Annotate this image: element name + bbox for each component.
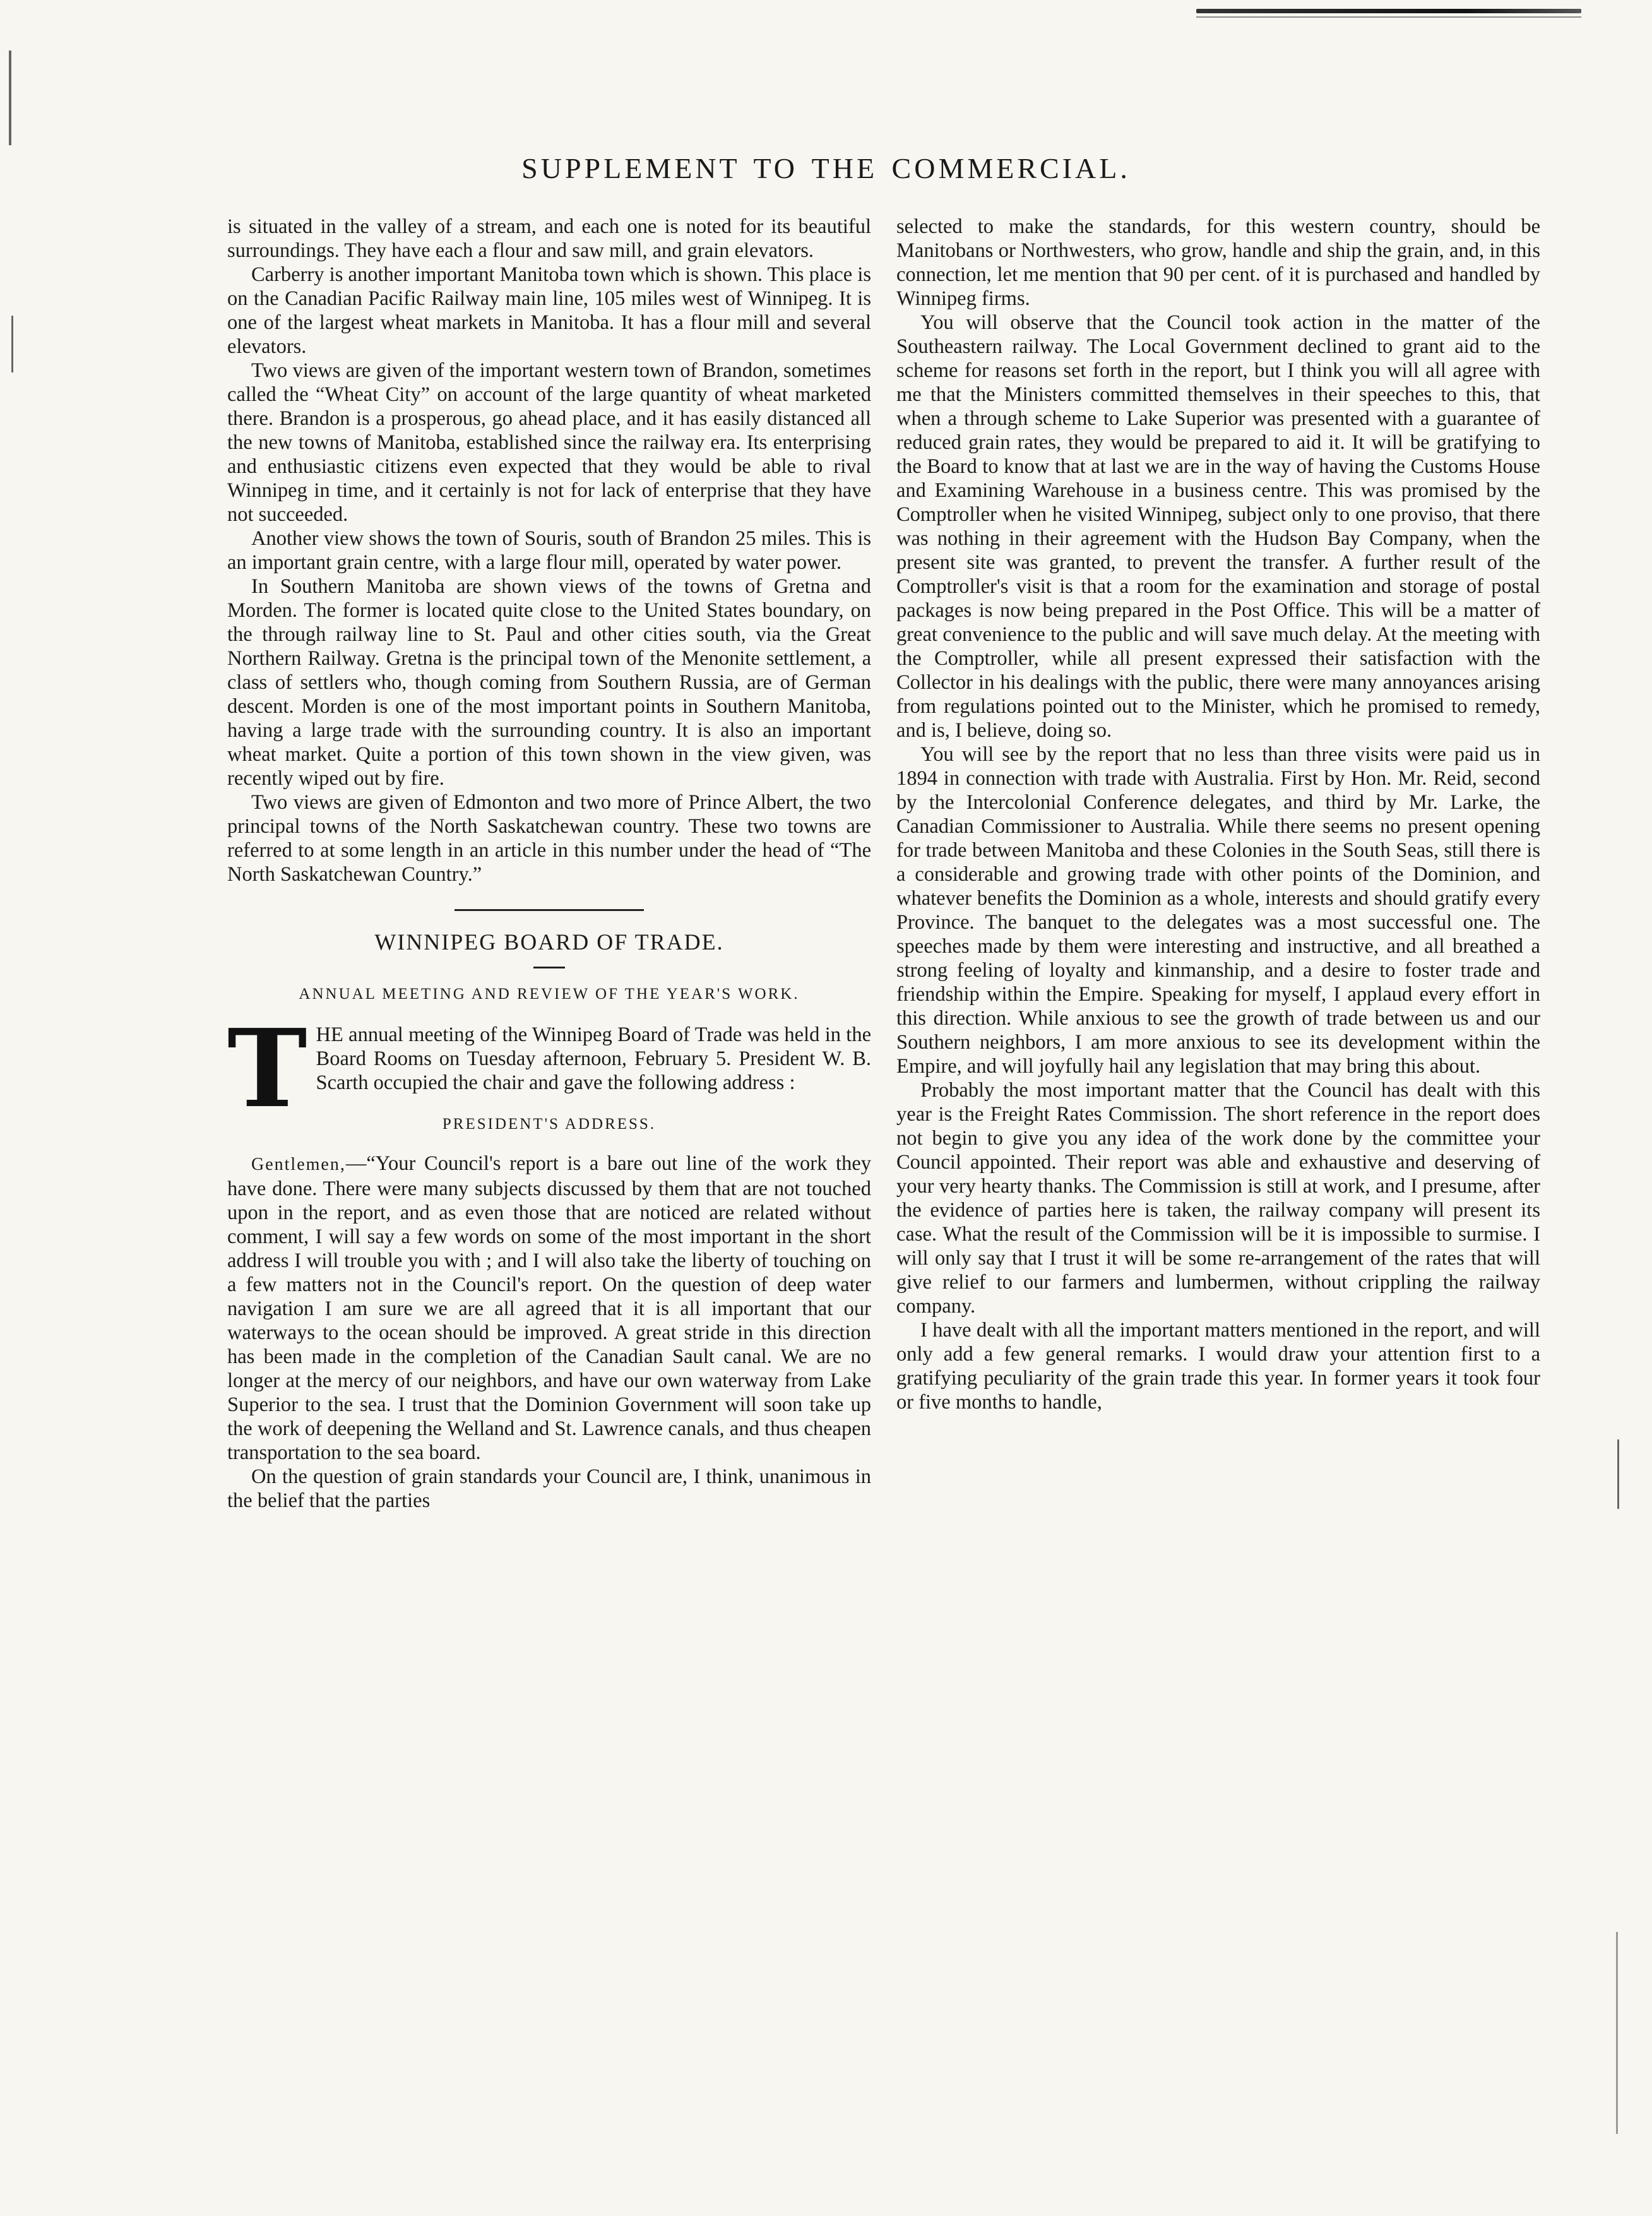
- drop-cap: T: [227, 1006, 307, 1132]
- short-rule: [533, 967, 565, 968]
- section-title: WINNIPEG BOARD OF TRADE.: [374, 929, 724, 955]
- paragraph: Carberry is another important Manitoba town which is shown. This place is on the Canadian Pacific Railway main line, 105 miles west of Winnipeg. It is one of the largest wheat markets in Manitoba. It has a flour mill and several elevators.: [227, 263, 871, 358]
- right-edge-mark: [1617, 1439, 1619, 1509]
- paragraph: Probably the most important matter that the Council has dealt with this year is the Freight Rates Commission. The short reference in the report does not begin to give you any idea of the work done by the committee your Council appointed. Their report was able and exhaustive and deserving of your very hearty thanks. The Commission is still at work, and I presume, after the evidence of parties here is taken, the railway company will present its case. What the result of the Commission will be it is impossible to surmise. I will only say that I trust it will be some re-arrangement of the rates that will give relief to our farmers and lumbermen, without crippling the railway company.: [896, 1079, 1540, 1318]
- running-head: SUPPLEMENT TO THE COMMERCIAL.: [521, 152, 1131, 184]
- top-rule-thin: [1196, 16, 1581, 18]
- paragraph: selected to make the standards, for this western country, should be Manitobans or Northwesters, who grow, handle and ship the grain, and, in this connection, let me mention that 90 per cent. of it is purchased and handled by Winnipeg firms.: [896, 215, 1540, 310]
- paragraph: I have dealt with all the important matters mentioned in the report, and will only add a few general remarks. I would draw your attention first to a gratifying peculiarity of the grain trade this year. In former years it took four or five months to handle,: [896, 1319, 1540, 1414]
- left-edge-mark: [9, 51, 11, 145]
- section-divider: [455, 909, 644, 911]
- paragraph: Another view shows the town of Souris, south of Brandon 25 miles. This is an important grain centre, with a large flour mill, operated by water power.: [227, 527, 871, 574]
- left-edge-mark: [11, 316, 13, 372]
- right-column: [896, 215, 1540, 1414]
- right-edge-mark: [1616, 1932, 1618, 2134]
- left-column: [227, 215, 871, 1513]
- paragraph: Two views are given of Edmonton and two more of Prince Albert, the two principal towns of the North Saskatchewan country. These two towns are referred to at some length in an article in this number under the head of “The North Saskatchewan Country.”: [227, 791, 871, 886]
- intro-text: HE annual meeting of the Winnipeg Board of Trade was held in the Board Rooms on Tuesday afternoon, February 5. President W. B. Scarth occupied the chair and gave the following address :: [316, 1023, 871, 1094]
- paragraph: Two views are given of the important western town of Brandon, sometimes called the “Wheat City” on account of the large quantity of wheat marketed there. Brandon is a prosperous, go ahead place, and it has easily distanced all the new towns of Manitoba, established since the railway era. Its enterprising and enthusiastic citizens even expected that they would be able to rival Winnipeg in time, and it certainly is not for lack of enterprise that they have not succeeded.: [227, 359, 871, 526]
- article-subhead: ANNUAL MEETING AND REVIEW OF THE YEAR'S WORK.: [299, 986, 800, 1003]
- paragraph: [227, 1152, 871, 1465]
- salutation: Gentlemen,: [251, 1155, 346, 1174]
- paragraph: is situated in the valley of a stream, and each one is noted for its beautiful surroundings. They have each a flour and saw mill, and grain elevators.: [227, 215, 871, 262]
- paragraph: On the question of grain standards your Council are, I think, unanimous in the belief that the parties: [227, 1465, 871, 1512]
- paragraph: In Southern Manitoba are shown views of the towns of Gretna and Morden. The former is located quite close to the United States boundary, on the through railway line to St. Paul and other cities south, via the Great Northern Railway. Gretna is the principal town of the Menonite settlement, a class of settlers who, though coming from Southern Russia, are of German descent. Morden is one of the most important points in Southern Manitoba, having a large trade with the surrounding country. It is also an important wheat market. Quite a portion of this town shown in the view given, was recently wiped out by fire.: [227, 575, 871, 790]
- paragraph: You will observe that the Council took action in the matter of the Southeastern railway. The Local Government declined to grant aid to the scheme for reasons set forth in the report, but I think you will all agree with me that the Ministers committed themselves in their speeches to this, that when a through scheme to Lake Superior was presented with a guarantee of reduced grain rates, they would be prepared to aid it. It will be gratifying to the Board to know that at last we are in the way of having the Customs House and Examining Warehouse in a business centre. This was promised by the Comptroller when he visited Winnipeg, subject only to one proviso, that there was nothing in their agreement with the Hudson Bay Company, when the present site was granted, to prevent the transfer. A further result of the Comptroller's visit is that a room for the examination and storage of postal packages is now being prepared in the Post Office. This will be a matter of great convenience to the public and will save much delay. At the meeting with the Comptroller, while all present expressed their satisfaction with the Collector in his dealings with the public, there were many annoyances arising from regulations pointed out to the Minister, which he promised to remedy, and is, I believe, doing so.: [896, 311, 1540, 742]
- paragraph: You will see by the report that no less than three visits were paid us in 1894 in connection with trade with Australia. First by Hon. Mr. Reid, second by the Intercolonial Conference delegates, and third by Mr. Larke, the Canadian Commissioner to Australia. While there seems no present opening for trade between Manitoba and these Colonies in the South Seas, still there is a considerable and growing trade with other points of the Dominion, and whatever benefits the Dominion as a whole, interests and should gratify every Province. The banquet to the delegates was a most successful one. The speeches made by them were interesting and instructive, and all breathed a strong feeling of loyalty and kinmanship, and a desire to foster trade and friendship within the Empire. Speaking for myself, I applaud every effort in this direction. While anxious to see the growth of trade between us and our Southern neighbors, I am more anxious to see its development within the Empire, and will joyfully hail any legislation that may bring this about.: [896, 743, 1540, 1078]
- address-text: —“Your Council's report is a bare out line of the work they have done. There were many subjects discussed by them that are not touched upon in the report, and as even those that are noticed are related without comment, I will say a few words on some of the most important in the short address I will trouble you with ; and I will also take the liberty of touching on a few matters not in the Council's report. On the question of deep water navigation I am sure we are all agreed that it is all important that our waterways to the ocean should be improved. A great stride in this direction has been made in the completion of the Canadian Sault canal. We are no longer at the mercy of our neighbors, and have our own waterway from Lake Superior to the sea. I trust that the Dominion Government will soon take up the work of deepening the Welland and St. Lawrence canals, and thus cheapen transportation to the sea board.: [227, 1152, 871, 1464]
- address-heading: PRESIDENT'S ADDRESS.: [442, 1116, 657, 1133]
- top-rule: [1196, 9, 1581, 13]
